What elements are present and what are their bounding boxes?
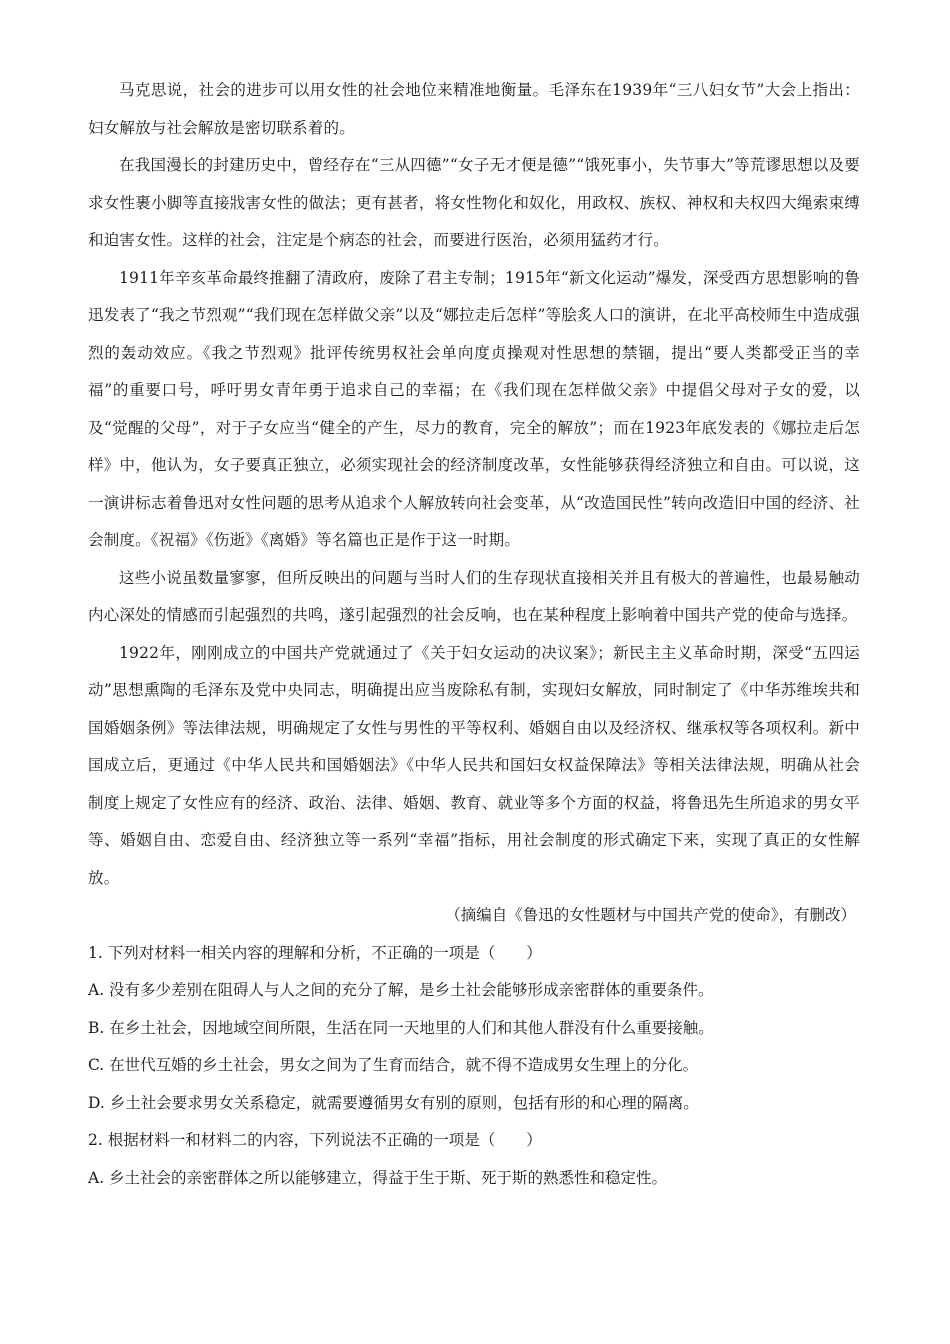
paragraph-1: 马克思说，社会的进步可以用女性的社会地位来精准地衡量。毛泽东在1939年“三八妇女节”大会上指出：妇女解放与社会解放是密切联系着的。 [88, 81, 860, 137]
question-1-option-a: A. 没有多少差别在阻碍人与人之间的充分了解，是乡土社会能够形成亲密群体的重要条件。 [88, 981, 714, 999]
paragraph-2: 在我国漫长的封建历史中，曾经存在“三从四德”“女子无才便是德”“饿死事小，失节事大”等荒谬思想以及要求女性裹小脚等直接戕害女性的做法；更有甚者，将女性物化和奴化，用政权、族权、神权和夫权四大绳索束缚和迫害女性。这样的社会，注定是个病态的社会，而要进行医治，必须用猛药才行。 [88, 156, 860, 249]
question-1-stem: 1. 下列对材料一相关内容的理解和分析，不正确的一项是（ ） [88, 943, 542, 962]
question-2-option-a: A. 乡土社会的亲密群体之所以能够建立，得益于生于斯、死于斯的熟悉性和稳定性。 [88, 1168, 668, 1187]
question-1-option-b: B. 在乡土社会，因地域空间所限，生活在同一天地里的人们和其他人群没有什么重要接触。 [88, 1018, 714, 1037]
paragraph-4: 这些小说虽数量寥寥，但所反映出的问题与当时人们的生存现状直接相关并且有极大的普遍性，也最易触动内心深处的情感而引起强烈的共鸣，遂引起强烈的社会反响，也在某种程度上影响着中国共产党的使命与选择。 [88, 568, 860, 624]
paragraph-3: 1911年辛亥革命最终推翻了清政府，废除了君主专制；1915年“新文化运动”爆发，深受西方思想影响的鲁迅发表了“我之节烈观”“我们现在怎样做父亲”以及“娜拉走后怎样”等脍炙人口的演讲，在北平高校师生中造成强烈的轰动效应。《我之节烈观》批评传统男权社会单向度贞操观对性思想的禁锢，提出“要人类都受正当的幸福”的重要口号，呼吁男女青年勇于追求自己的幸福；在《我们现在怎样做父亲》中提倡父母对子女的爱，以及“觉醒的父母”，对于子女应当“健全的产生，尽力的教育，完全的解放”；而在1923年底发表的《娜拉走后怎样》中，他认为，女子要真正独立，必须实现社会的经济制度改革，女性能够获得经济独立和自由。可以说，这一演讲标志着鲁迅对女性问题的思考从追求个人解放转向社会变革，从“改造国民性”转向改造旧中国的经济、社会制度。《祝福》《伤逝》《离婚》等名篇也正是作于这一时期。 [88, 268, 860, 549]
question-1-option-c: C. 在世代互婚的乡土社会，男女之间为了生育而结合，就不得不造成男女生理上的分化。 [88, 1056, 699, 1074]
question-2 [88, 1122, 860, 1197]
document-body [88, 72, 860, 1197]
source-citation: （摘编自《鲁迅的女性题材与中国共产党的使命》，有删改） [445, 906, 856, 924]
question-2-stem: 2. 根据材料一和材料二的内容，下列说法不正确的一项是（ ） [88, 1131, 542, 1149]
paragraph-5: 1922年，刚刚成立的中国共产党就通过了《关于妇女运动的决议案》；新民主主义革命时期，深受“五四运动”思想熏陶的毛泽东及党中央同志，明确提出应当废除私有制，实现妇女解放，同时制定了《中华苏维埃共和国婚姻条例》等法律法规，明确规定了女性与男性的平等权利、婚姻自由以及经济权、继承权等各项权利。新中国成立后，更通过《中华人民共和国婚姻法》《中华人民共和国妇女权益保障法》等相关法律法规，明确从社会制度上规定了女性应有的经济、政治、法律、婚姻、教育、就业等多个方面的权益，将鲁迅先生所追求的男女平等、婚姻自由、恋爱自由、经济独立等一系列“幸福”指标，用社会制度的形式确定下来，实现了真正的女性解放。 [88, 643, 860, 887]
question-1-option-d: D. 乡土社会要求男女关系稳定，就需要遵循男女有别的原则，包括有形的和心理的隔离。 [88, 1093, 699, 1112]
question-1 [88, 935, 860, 1123]
